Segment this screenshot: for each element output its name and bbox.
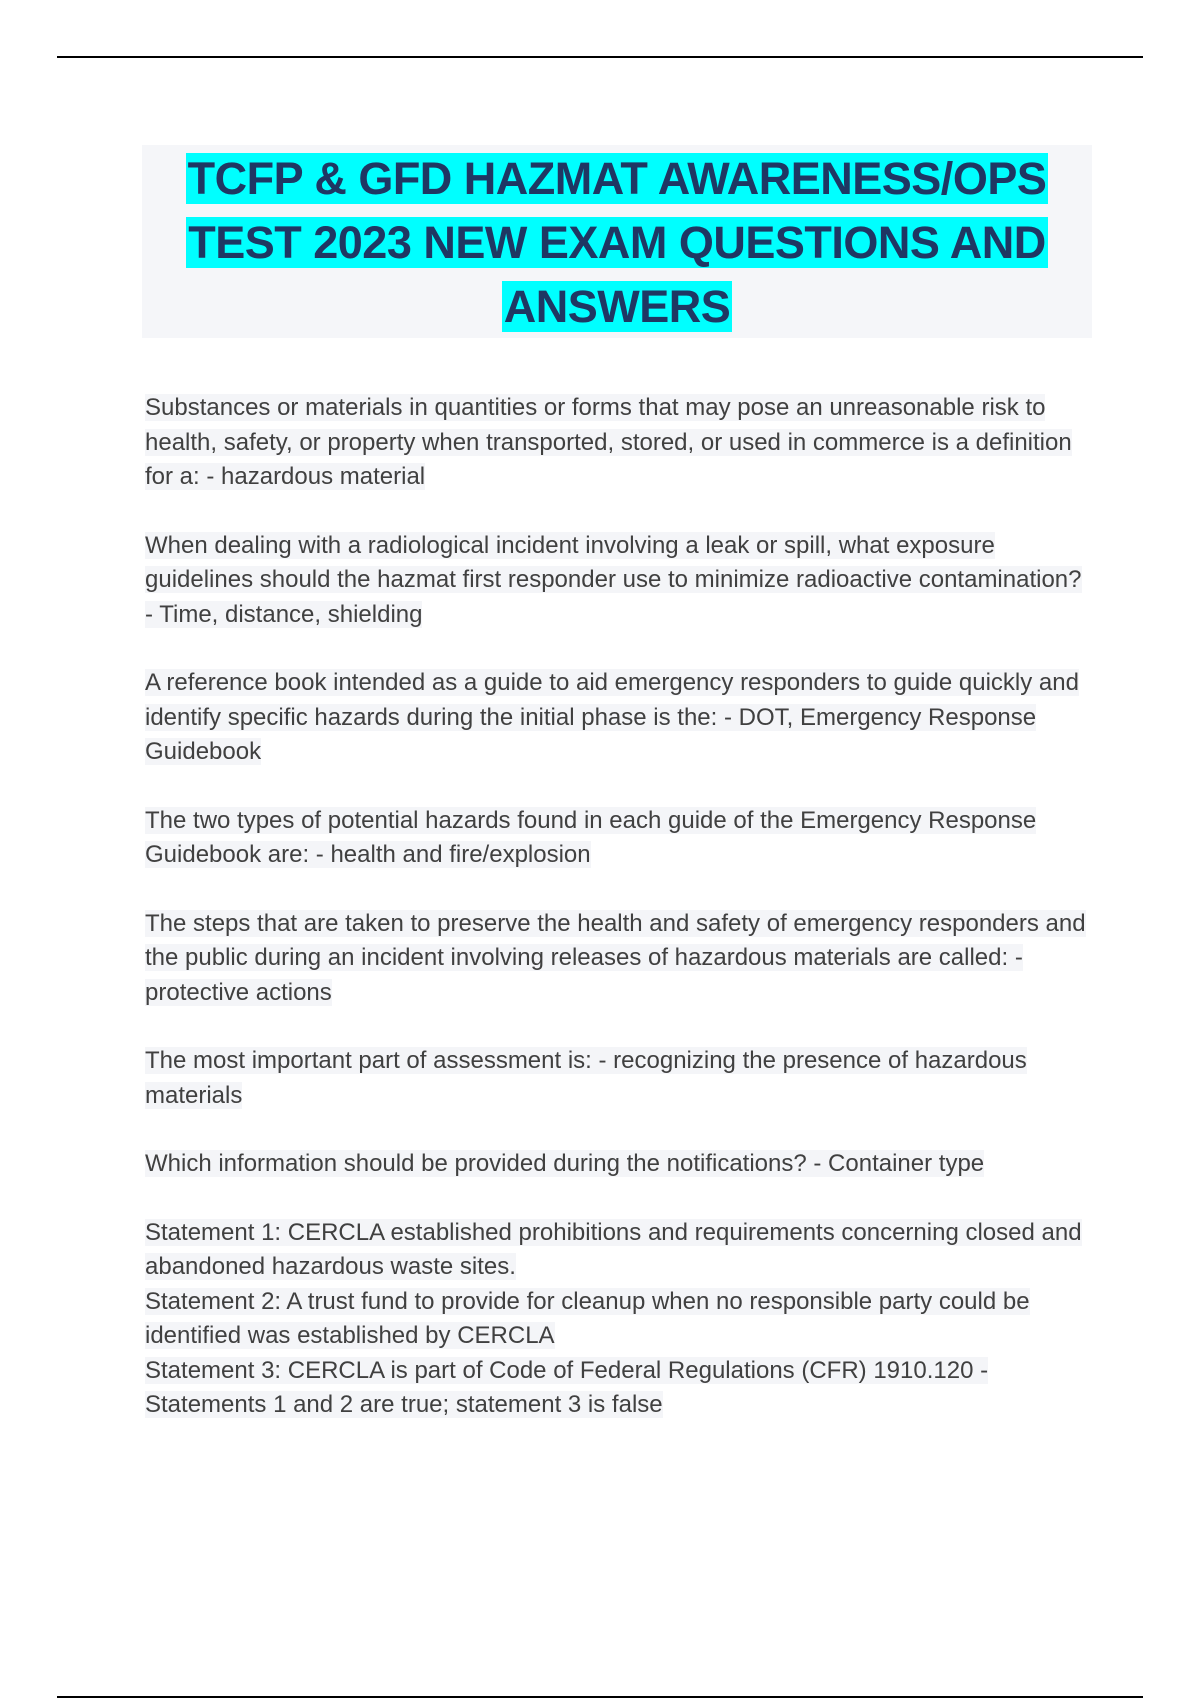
document-title-text: TCFP & GFD HAZMAT AWARENESS/OPS TEST 2023 NEW EXAM QUESTIONS AND ANSWERS xyxy=(187,153,1047,332)
qa-item-5: The steps that are taken to preserve the health and safety of emergency responders and the public during an incident involving releases of hazardous materials are called: - protective actions xyxy=(145,909,1086,1006)
document-title xyxy=(142,147,1092,339)
statement-3: Statement 3: CERCLA is part of Code of Federal Regulations (CFR) 1910.120 - Statements 1 and 2 are true; statement 3 is false xyxy=(145,1356,989,1418)
qa-item-2: When dealing with a radiological incident involving a leak or spill, what exposure guidelines should the hazmat first responder use to minimize radioactive contamination? - Time, distance, shielding xyxy=(145,531,1082,628)
qa-item-6: The most important part of assessment is: - recognizing the presence of hazardous materials xyxy=(145,1047,1027,1109)
statement-1: Statement 1: CERCLA established prohibitions and requirements concerning closed and abandoned hazardous waste sites. xyxy=(145,1218,1082,1280)
qa-item-4: The two types of potential hazards found in each guide of the Emergency Response Guidebook are: - health and fire/explosion xyxy=(145,806,1037,868)
qa-item-3: A reference book intended as a guide to aid emergency responders to guide quickly and identify specific hazards during the initial phase is the: - DOT, Emergency Response Guidebook xyxy=(145,669,1079,765)
bottom-rule xyxy=(57,1696,1143,1698)
qa-list xyxy=(145,391,1095,1423)
title-block xyxy=(142,145,1092,338)
qa-item-1: Substances or materials in quantities or forms that may pose an unreasonable risk to health, safety, or property when transported, stored, or used in commerce is a definition for a: - hazardous material xyxy=(145,394,1072,490)
qa-item-7: Which information should be provided during the notifications? - Container type xyxy=(145,1150,985,1177)
statement-2: Statement 2: A trust fund to provide for cleanup when no responsible party could be identified was established by CERCLA xyxy=(145,1287,1030,1349)
top-rule xyxy=(57,56,1143,58)
